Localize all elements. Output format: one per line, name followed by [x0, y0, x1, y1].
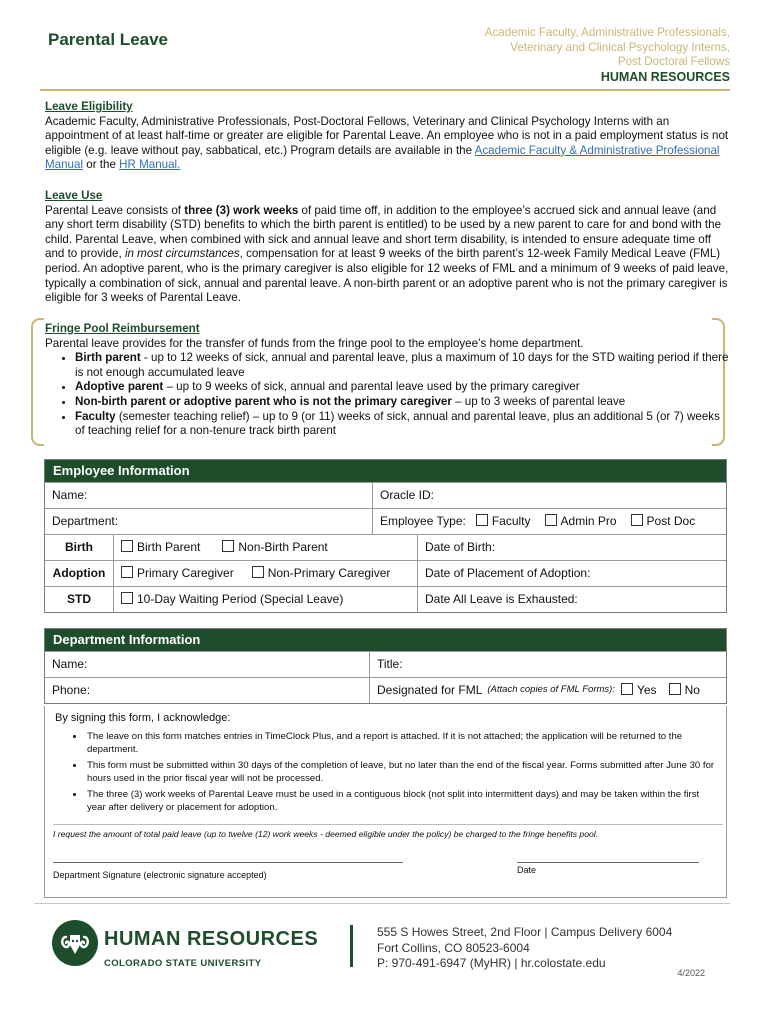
eligibility-section — [45, 100, 729, 173]
fringe-item-bold: Faculty — [75, 409, 116, 423]
admin-pro-checkbox[interactable] — [545, 514, 617, 529]
fml-note: (Attach copies of FML Forms): — [487, 684, 615, 696]
fringe-item-text: – up to 9 weeks of sick, annual and parental leave used by the primary caregiver — [163, 380, 580, 394]
checkbox-icon — [476, 514, 488, 526]
checkbox-icon — [669, 683, 681, 695]
checkbox-icon — [621, 683, 633, 695]
dept-name-row — [45, 651, 726, 677]
fringe-item-bold: Adoptive parent — [75, 380, 164, 394]
fringe-item-bold: Birth parent — [75, 351, 141, 365]
department-information-bar: Department Information — [45, 629, 726, 651]
checkbox-icon — [121, 566, 133, 578]
fml-yes-checkbox[interactable] — [621, 683, 657, 698]
date-label: Date — [517, 865, 537, 875]
fml-yes-label: Yes — [636, 683, 657, 698]
waiting-period-label: 10-Day Waiting Period (Special Leave) — [137, 592, 344, 607]
post-doc-label: Post Doc — [646, 514, 696, 529]
employee-department-row — [45, 508, 726, 534]
fringe-intro: Parental leave provides for the transfer of funds from the fringe pool to the employee’s home department. — [45, 336, 584, 350]
admin-pro-label: Admin Pro — [560, 514, 617, 529]
eligibility-mid: or the — [83, 158, 120, 172]
dept-name-label: Name: — [52, 657, 88, 672]
non-birth-parent-checkbox[interactable] — [222, 540, 327, 555]
list-item: • The leave on this form matches entries in TimeClock Plus, and a report is attached. If it is not attached; the application will be returned to the department. — [85, 730, 715, 756]
hr-logo-subtitle: COLORADO STATE UNIVERSITY — [104, 958, 262, 969]
audience-line-1: Academic Faculty, Administrative Professionals, — [484, 26, 730, 39]
non-primary-caregiver-checkbox[interactable] — [252, 566, 391, 581]
eligibility-heading: Leave Eligibility — [45, 100, 133, 113]
checkbox-icon — [252, 566, 264, 578]
hr-logo-title: HUMAN RESOURCES — [104, 928, 319, 950]
employee-department-label: Department: — [52, 514, 119, 529]
fringe-heading: Fringe Pool Reimbursement — [45, 322, 200, 335]
birth-row — [45, 534, 726, 560]
faculty-label: Faculty — [491, 514, 531, 529]
checkbox-icon — [631, 514, 643, 526]
list-item — [75, 380, 729, 395]
date-line[interactable] — [517, 862, 699, 863]
date-of-birth-field[interactable] — [417, 535, 726, 560]
fringe-list — [75, 351, 729, 439]
audience-list — [485, 26, 730, 70]
checkbox-icon — [121, 540, 133, 552]
birth-options — [113, 535, 417, 560]
date-leave-exhausted-field[interactable] — [417, 587, 726, 612]
dept-phone-row — [45, 677, 726, 703]
fringe-item-bold: Non-birth parent or adoptive parent who is not the primary caregiver — [75, 394, 452, 408]
leave-use-text-2: of paid time off, in addition to the employee’s accrued sick and annual leave (and any short term disability (STD) benefits to which the birth parent is entitled) to be used by a new parent to care for and bond with the child. Parental Leave, when combined with sick and annual leave and short term disability, is intended to ensure adequate time off and to provide, — [45, 203, 722, 261]
list-item: • The three (3) work weeks of Parental Leave must be used in a contiguous block (not split into intermittent days) and may be taken within the first year after delivery or placement for adoption. — [85, 788, 715, 814]
fringe-item-text: - up to 12 weeks of sick, annual and parental leave, plus a maximum of 10 days for the STD waiting period if there is not enough accumulated leave — [75, 351, 729, 379]
list-item — [75, 351, 729, 380]
non-birth-parent-label: Non-Birth Parent — [238, 540, 328, 555]
dept-title-field[interactable] — [369, 652, 726, 677]
adoption-row — [45, 560, 726, 586]
fringe-item-text: (semester teaching relief) – up to 9 (or 11) weeks of sick, annual and parental leave, plus an additional 5 (or 7) weeks of teaching relief for a non-tenure track birth parent — [75, 409, 720, 438]
std-label: STD — [67, 592, 91, 607]
footer-address — [377, 925, 672, 972]
faculty-manual-link[interactable]: Academic Faculty & Administrative Professional Manual — [45, 143, 720, 172]
list-item — [75, 395, 729, 410]
date-leave-exhausted-label: Date All Leave is Exhausted: — [425, 592, 578, 607]
checkbox-icon — [545, 514, 557, 526]
birth-parent-checkbox[interactable] — [121, 540, 200, 555]
fringe-request-statement: I request the amount of total paid leave (up to twelve (12) work weeks - deemed eligible under the policy) be charged to the fringe benefits pool. — [53, 824, 723, 841]
dept-title-label: Title: — [377, 657, 403, 672]
waiting-period-checkbox[interactable] — [121, 592, 343, 607]
address-line-1: 555 S Howes Street, 2nd Floor | Campus Delivery 6004 — [377, 925, 673, 939]
leave-use-bold: three (3) work weeks — [184, 203, 299, 217]
date-of-birth-label: Date of Birth: — [425, 540, 496, 555]
signature-line[interactable] — [53, 862, 403, 863]
employee-name-label: Name: — [52, 488, 88, 503]
signature-label: Department Signature (electronic signature accepted) — [53, 870, 267, 880]
leave-use-section — [45, 189, 729, 306]
footer-separator — [350, 925, 353, 967]
leave-use-text-1: Parental Leave consists of — [45, 203, 185, 217]
department-header: HUMAN RESOURCES — [600, 70, 730, 84]
employee-type-field — [372, 509, 726, 534]
employee-name-row — [45, 482, 726, 508]
primary-caregiver-label: Primary Caregiver — [137, 566, 234, 581]
audience-line-2: Veterinary and Clinical Psychology Interns, — [510, 40, 730, 54]
birth-label: Birth — [65, 540, 93, 555]
checkbox-icon — [222, 540, 234, 552]
employee-information-bar: Employee Information — [45, 460, 726, 482]
address-line-3: P: 970-491-6947 (MyHR) | hr.colostate.edu — [377, 956, 606, 970]
date-of-placement-field[interactable] — [417, 561, 726, 586]
header-divider — [40, 89, 730, 91]
fml-field — [369, 678, 726, 703]
fringe-bracket-left — [31, 318, 44, 446]
page-title: Parental Leave — [48, 30, 169, 49]
leave-use-italic: in most circumstances — [124, 247, 240, 261]
birth-parent-label: Birth Parent — [137, 540, 201, 555]
adoption-label: Adoption — [52, 566, 106, 581]
leave-use-text-3: , compensation for at least 9 weeks of the birth parent’s 12-week Family Medical Leave (FML) period. An adoptive parent, who is the primary caregiver is also eligible for 12 weeks of FML and a minimum of 9 weeks of paid leave, typically a combination of sick, annual and parental leave. A non-birth parent or an adoptive parent who is not the primary caregiver is eligible for 3 weeks of Parental Leave. — [45, 247, 729, 305]
dept-phone-label: Phone: — [52, 683, 91, 698]
employee-information-table — [44, 459, 727, 613]
oracle-id-field[interactable] — [372, 483, 726, 508]
date-of-placement-label: Date of Placement of Adoption: — [425, 566, 591, 581]
employee-name-field[interactable] — [45, 483, 372, 508]
ram-icon — [60, 929, 90, 957]
dept-name-field[interactable] — [45, 652, 369, 677]
address-line-2: Fort Collins, CO 80523-6004 — [377, 940, 530, 955]
revision-date: 4/2022 — [677, 968, 705, 978]
adoption-options — [113, 561, 417, 586]
checkbox-icon — [121, 592, 133, 604]
oracle-id-label: Oracle ID: — [380, 488, 435, 503]
list-item — [75, 410, 729, 439]
fringe-item-text: – up to 3 weeks of parental leave — [451, 394, 626, 408]
fml-no-checkbox[interactable] — [669, 683, 700, 698]
eligibility-text: Academic Faculty, Administrative Professionals, Post-Doctoral Fellows, Veterinary and Clinical Psychology Interns with an appointment of at least half-time or greater are eligible for Parental Leave. An employee who is not in a paid employment status is not eligible (e.g. leave without pay, sabbatical, etc.) Program details are available in the — [45, 114, 729, 157]
fringe-section — [45, 322, 729, 439]
fml-label: Designated for FML — [377, 683, 483, 698]
dept-phone-field[interactable] — [45, 678, 369, 703]
acknowledgement-list — [85, 730, 715, 817]
post-doc-checkbox[interactable] — [631, 514, 696, 529]
std-options — [113, 587, 417, 612]
acknowledgement-box — [44, 706, 727, 898]
faculty-checkbox[interactable] — [476, 514, 531, 529]
non-primary-caregiver-label: Non-Primary Caregiver — [267, 566, 391, 581]
leave-use-heading: Leave Use — [45, 189, 103, 202]
std-row — [45, 586, 726, 612]
acknowledgement-intro: By signing this form, I acknowledge: — [55, 712, 231, 724]
hr-manual-link[interactable]: HR Manual. — [119, 158, 181, 172]
department-information-table — [44, 628, 727, 704]
list-item: • This form must be submitted within 30 days of the completion of leave, but no later than the end of the fiscal year. Forms submitted after June 30 for hours used in the prior fiscal year will not be processed. — [85, 759, 715, 785]
employee-department-field[interactable] — [45, 509, 372, 534]
footer-divider — [34, 903, 730, 904]
employee-type-label: Employee Type: — [380, 514, 466, 529]
primary-caregiver-checkbox[interactable] — [121, 566, 234, 581]
fml-no-label: No — [684, 683, 700, 698]
audience-line-3: Post Doctoral Fellows — [617, 55, 730, 69]
